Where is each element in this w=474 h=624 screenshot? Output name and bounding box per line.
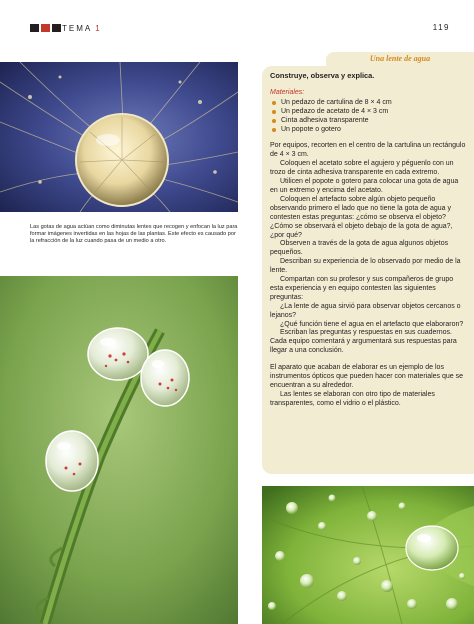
question-paragraph: ¿La lente de agua sirvió para observar objetos cercanos o lejanos? [270,302,461,319]
instruction-paragraph: Observen a través de la gota de agua algunos objetos pequeños. [270,240,449,257]
material-item: Cinta adhesiva transparente [270,117,466,126]
material-item: Un pedazo de cartulina de 8 × 4 cm [270,99,466,108]
leaf-drops-photo [262,486,474,624]
instruction-paragraph: Utilicen el popote o gotero para colocar una gota de agua en un extremo y encima del acetato. [270,178,459,194]
page-number: 119 [432,23,450,32]
header-topic [62,24,102,34]
activity-box [262,66,474,474]
closing-paragraph: Las lentes se elaboran con otro tipo de materiales transparentes, como el vidrio o el plástico. [270,390,435,407]
header-block-1 [30,24,39,32]
stem-drops-photo [0,276,238,624]
instruction-paragraph: Describan su experiencia de lo observado por medio de la lente. [270,258,461,275]
material-item: Un popote o gotero [270,126,466,135]
instruction-paragraph: Por equipos, recorten en el centro de la cartulina un rectángulo de 4 × 3 cm. [270,142,466,159]
materials-label: Materiales: [270,88,305,96]
instruction-paragraph: Coloquen el acetato sobre el agujero y péguenlo con un trozo de cinta adhesiva transparente en cada extremo. [270,160,454,177]
activity-title: Una lente de agua [369,54,431,63]
instruction-paragraph: Escriban las preguntas y respuestas en sus cuadernos. Cada equipo comentará y argumentará sus respuestas para llegar a una conclusión. [270,329,457,355]
header-topic-label: TEMA [62,24,93,33]
header-topic-number: 1 [95,24,102,33]
instruction-paragraph: Coloquen el artefacto sobre algún objeto pequeño observando primero el lado que no tiene la gota de agua y contesten estas preguntas: ¿cómo se observa el objeto? ¿Cómo se observará el objeto debajo de la gota de agua?, ¿por qué? [270,195,453,239]
dandelion-drop-photo [0,62,238,212]
paragraph-gap [270,356,466,364]
material-item: Un pedazo de acetato de 4 × 3 cm [270,108,466,117]
activity-tab [326,52,474,66]
header-color-blocks [30,24,61,32]
header-block-2 [41,24,50,32]
section-title: Construye, observa y explica. [270,71,375,80]
header-block-3 [52,24,61,32]
photo-caption: Las gotas de agua actúan como diminutas lentes que recogen y enfocan la luz para formar imágenes invertidas en las hojas de las plantas. Este efecto es causado por la refracción de la luz cuando pasa de un medio a otro. [30,224,238,245]
instruction-paragraph: Compartan con su profesor y sus compañeros de grupo esta experiencia y en equipo contesten las siguientes preguntas: [270,276,454,301]
closing-paragraph: El aparato que acaban de elaborar es un ejemplo de los instrumentos ópticos que pueden hacer con materiales que se encuentran a su alrededor. [270,364,464,389]
materials-list [270,99,466,135]
question-paragraph: ¿Qué función tiene el agua en el artefacto que elaboraron? [280,320,464,328]
